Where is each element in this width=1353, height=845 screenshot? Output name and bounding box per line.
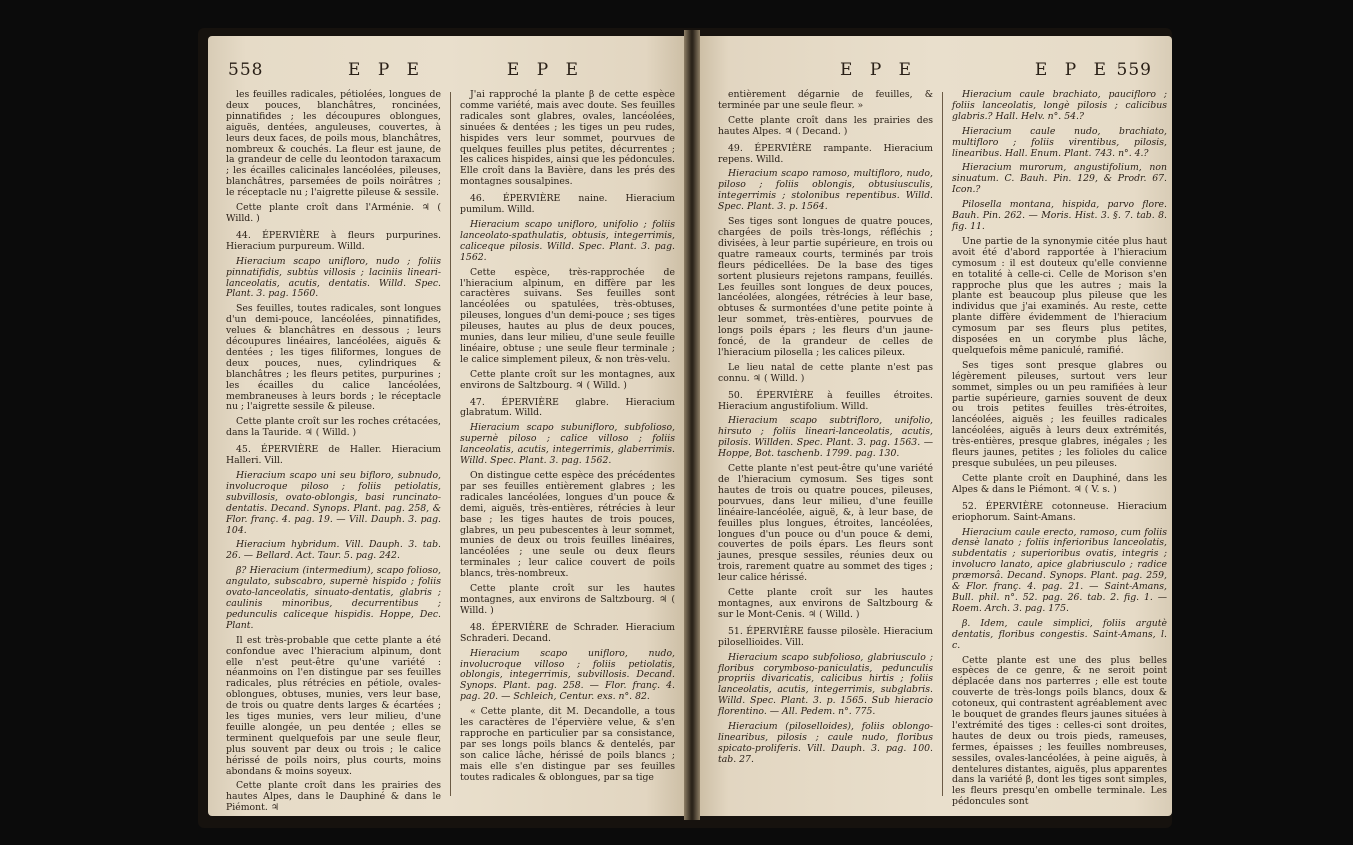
paragraph: J'ai rapproché la plante β de cette espèce comme variété, mais avec doute. Ses feuilles radicales sont glabres, ovales, lancéolées, sinuées & dentées ; les tiges un peu rudes, hispides vers leur sommet, pourvues de quelques feuilles plus petites, décurrentes ; les calices hispides, ainsi que les pédoncules. Elle croît dans la Bavière, dans les prés des montagnes sousalpines.	[460, 89, 675, 188]
page-header	[228, 60, 664, 84]
paragraph: Cette plante croît dans les prairies des hautes Alpes, dans le Dauphiné & dans le Piémont. ♃	[226, 780, 441, 814]
text-column-left	[226, 89, 441, 814]
paragraph: Hieracium scapo subunifloro, subfolioso, supernè piloso ; calice villoso ; foliis lanceolatis, acutis, integerrimis, glaberrimis. Willd. Spec. Plant. 3. pag. 1562.	[460, 422, 675, 467]
right-page	[700, 36, 1172, 816]
page-number: 559	[1116, 60, 1152, 80]
paragraph: Cette plante croît dans les prairies des hautes Alpes. ♃ ( Decand. )	[718, 114, 933, 137]
paragraph: Cette plante croît sur les montagnes, aux environs de Saltzbourg. ♃ ( Willd. )	[460, 368, 675, 391]
running-head: E P E	[506, 60, 584, 80]
paragraph: Hieracium scapo subtrifloro, unifolio, hirsuto ; foliis lineari-lanceolatis, acutis, pilosis. Willden. Spec. Plant. 3. pag. 1563. — Hoppe, Bot. taschenb. 1799. pag. 130.	[718, 415, 933, 460]
paragraph: Hieracium scapo unifloro, unifolio ; foliis lanceolato-spathulatis, obtusis, integerrimis, caliceque pilosis. Willd. Spec. Plant. 3. pag. 1562.	[460, 218, 675, 263]
paragraph: Cette plante n'est peut-être qu'une variété de l'hieracium cymosum. Ses tiges sont hautes de trois ou quatre pouces, pileuses, pourvues, dans leur milieu, d'une feuille linéaire-lancéolée, aiguë, &, à leur base, de feuilles plus longues, étroites, lancéolées, longues d'un pouce ou d'un pouce & demi, couvertes de poils épars. Les fleurs sont jaunes, presque sessiles, réunies deux ou trois, rarement quatre au sommet des tiges ; leur calice hérissé.	[718, 463, 933, 584]
paragraph: Le lieu natal de cette plante n'est pas connu. ♃ ( Willd. )	[718, 361, 933, 384]
paragraph: Hieracium murorum, angustifolium, non sinuatum. C. Bauh. Pin. 129, & Prodr. 67. Icon.?	[952, 162, 1167, 196]
paragraph: Hieracium hybridum. Vill. Dauph. 3. tab. 26. — Bellard. Act. Taur. 5. pag. 242.	[226, 539, 441, 562]
paragraph: Hieracium caule erecto, ramoso, cum foliis densè lanato ; foliis inferioribus lanceolatis, subdentatis ; superioribus ovatis, integris ; involucro lanato, apice glabriusculo ; radice præmorsâ. Decand. Synops. Plant. pag. 259, & Flor. franç. 4. pag. 21. — Saint-Amans, Bull. phil. n°. 52. pag. 26. tab. 2. fig. 1. — Roem. Arch. 3. pag. 175.	[952, 526, 1167, 614]
text-column-left	[718, 90, 933, 804]
text-columns	[718, 89, 1167, 808]
paragraph: Cette plante croît dans l'Arménie. ♃ ( Willd. )	[226, 202, 441, 224]
paragraph: 51. ÉPERVIÈRE fausse pilosèle. Hieracium pilosellioides. Vill.	[718, 625, 933, 648]
running-head: E P E	[348, 60, 426, 80]
paragraph: Cette plante croît sur les hautes montagnes, aux environs de Saltzbourg & sur le Mont-Cenis. ♃ ( Willd. )	[718, 587, 933, 620]
paragraph: Pilosella montana, hispida, parvo flore. Bauh. Pin. 262. — Moris. Hist. 3. §. 7. tab. 8. fig. 11.	[952, 199, 1167, 232]
text-column-right	[952, 89, 1167, 808]
paragraph: Hieracium caule nudo, brachiato, multifloro ; foliis virentibus, pilosis, linearibus. Hall. Enum. Plant. 743. n°. 4.?	[952, 125, 1167, 159]
paragraph: Cette espèce, très-rapprochée de l'hieracium alpinum, en diffère par les caractères suivans. Ses feuilles sont lancéolées ou spatulées, très-obtuses, pileuses, longues d'un demi-pouce ; ses tiges pileuses, hautes au plus de deux pouces, munies, dans leur milieu, d'une seule feuille linéaire, obtuse ; une seule fleur terminale ; le calice simplement pileux, & non très-velu.	[460, 266, 675, 365]
paragraph: Hieracium caule brachiato, paucifloro ; foliis lanceolatis, longè pilosis ; calicibus glabris.? Hall. Helv. n°. 54.?	[952, 89, 1167, 122]
text-columns	[226, 89, 675, 814]
paragraph: β? Hieracium (intermedium), scapo folioso, angulato, subscabro, supernè hispido ; foliis ovato-lanceolatis, sinuato-dentatis, glabris ; caulinis minoribus, decurrentibus ; pedunculis caliceque hispidis. Hoppe, Dec. Plant.	[226, 565, 441, 631]
paragraph: Cette plante est une des plus belles espèces de ce genre, & ne seroit point déplacée dans nos parterres ; elle est toute couverte de très-longs poils blancs, doux & cotoneux, qui contrastent agréablement avec le bouquet de grandes fleurs jaunes situées à l'extrémité des tiges : celles-ci sont droites, hautes de deux ou trois pieds, rameuses, fermes, épaisses ; les feuilles nombreuses, sessiles, ovales-lancéolées, à peine aiguës, à dentelures distantes, aiguës, plus apparentes dans la variété β, dont les tiges sont simples, les fleurs presqu'en ombelle terminale. Les pédoncules sont	[952, 654, 1167, 808]
paragraph: 47. ÉPERVIÈRE glabre. Hieracium glabratum. Willd.	[460, 396, 675, 419]
paragraph: 48. ÉPERVIÈRE de Schrader. Hieracium Schraderi. Decand.	[460, 621, 675, 644]
paragraph: entièrement dégarnie de feuilles, & terminée par une seule fleur. »	[718, 89, 933, 111]
text-column-right	[460, 90, 675, 804]
left-page	[208, 36, 684, 816]
paragraph: « Cette plante, dit M. Decandolle, a tous les caractères de l'épervière velue, & s'en rapproche en particulier par sa consistance, par ses longs poils blancs & dentelés, par son calice lâche, hérissé de poils blancs ; mais elle s'en distingue par ses feuilles toutes radicales & oblongues, par sa tige	[460, 706, 675, 783]
column-divider	[450, 92, 451, 796]
paragraph: 44. ÉPERVIÈRE à fleurs purpurines. Hieracium purpureum. Willd.	[226, 229, 441, 252]
paragraph: Ses tiges sont longues de quatre pouces, chargées de poils très-longs, réfléchis ; divisées, à leur partie supérieure, en trois ou quatre rameaux courts, terminés par trois fleurs pédicellées. De la base des tiges sortent plusieurs rejetons rampans, feuillés. Les feuilles sont longues de deux pouces, lancéolées, alongées, rétrécies à leur base, obtuses & surmontées d'une petite pointe à leur sommet, très-entières, pourvues de longs poils épars ; les fleurs d'un jaune-foncé, de la grandeur de celles de l'hieracium pilosella ; les calices pileux.	[718, 216, 933, 358]
paragraph: Hieracium scapo ramoso, multifloro, nudo, piloso ; foliis oblongis, obtusiusculis, integerrimis ; stolonibus repentibus. Willd. Spec. Plant. 3. p. 1564.	[718, 168, 933, 213]
paragraph: Hieracium scapo unifloro, nudo, involucroque villoso ; foliis petiolatis, oblongis, integerrimis, subvillosis. Decand. Synops. Plant. pag. 258. — Flor. franç. 4. pag. 20. — Schleich, Centur. exs. n°. 82.	[460, 647, 675, 703]
page-header	[720, 60, 1152, 84]
paragraph: Cette plante croît sur les roches crétacées, dans la Tauride. ♃ ( Willd. )	[226, 416, 441, 439]
paragraph: 50. ÉPERVIÈRE à feuilles étroites. Hieracium angustifolium. Willd.	[718, 389, 933, 412]
paragraph: On distingue cette espèce des précédentes par ses feuilles entièrement glabres ; les radicales lancéolées, longues d'un pouce & demi, aiguës, très-entières, rétrécies à leur base ; les tiges hautes de trois pouces, glabres, un peu pubescentes à leur sommet, munies de deux ou trois feuilles linéaires, lancéolées ; une seule ou deux fleurs terminales ; leur calice couvert de poils blancs, très-nombreux.	[460, 470, 675, 580]
paragraph: β. Idem, caule simplici, foliis argutè dentatis, floribus congestis. Saint-Amans, l. c.	[952, 617, 1167, 651]
paragraph: les feuilles radicales, pétiolées, longues de deux pouces, blanchâtres, roncinées, pinnatifides ; les découpures oblongues, aiguës, dentées, anguleuses, couvertes, à leurs deux faces, de poils mous, blanchâtres, nombreux & couchés. La fleur est jaune, de la grandeur de celle du leontodon taraxacum ; les écailles calicinales lancéolées, pileuses, blanchâtres, parsemées de poils noirâtres ; le réceptacle nu ; l'aigrette pileuse & sessile.	[226, 89, 441, 199]
paragraph: Cette plante croît en Dauphiné, dans les Alpes & dans le Piémont. ♃ ( V. s. )	[952, 472, 1167, 495]
paragraph: Cette plante croît sur les hautes montagnes, aux environs de Saltzbourg. ♃ ( Willd. )	[460, 583, 675, 616]
paragraph: Hieracium scapo uni seu bifloro, subnudo, involucroque piloso ; foliis petiolatis, subvillosis, ovato-oblongis, basi runcinato-dentatis. Decand. Synops. Plant. pag. 258, & Flor. franç. 4. pag. 19. — Vill. Dauph. 3. pag. 104.	[226, 470, 441, 536]
paragraph: Hieracium scapo unifloro, nudo ; foliis pinnatifidis, subtùs villosis ; laciniis lineari-lanceolatis, acutis, dentatis. Willd. Spec. Plant. 3. pag. 1560.	[226, 255, 441, 300]
paragraph: 49. ÉPERVIÈRE rampante. Hieracium repens. Willd.	[718, 142, 933, 165]
paragraph: Il est très-probable que cette plante a été confondue avec l'hieracium alpinum, dont elle n'est peut-être qu'une variété : néanmoins on l'en distingue par ses feuilles radicales, plus rétrécies en pétiole, ovales-oblongues, obtuses, munies, vers leur base, de trois ou quatre dents larges & écartées ; les tiges munies, vers leur milieu, d'une feuille alongée, un peu dentée ; elles se terminent quelquefois par une seule fleur, plus souvent par deux ou trois ; le calice hérissé de poils noirs, plus courts, moins abondans & moins soyeux.	[226, 634, 441, 777]
paragraph: 52. ÉPERVIÈRE cotonneuse. Hieracium eriophorum. Saint-Amans.	[952, 500, 1167, 523]
column-divider	[942, 92, 943, 796]
page-number: 558	[228, 60, 264, 80]
book-gutter	[684, 30, 700, 820]
paragraph: Ses tiges sont presque glabres ou légèrement pileuses, surtout vers leur sommet, simples ou un peu ramifiées à leur partie supérieure, garnies souvent de deux ou trois petites feuilles très-étroites, lancéolées, aiguës ; les feuilles radicales lancéolées, aiguës à leurs deux extrémités, très-entières, presque glabres, inégales ; les fleurs jaunes, petites ; les folioles du calice presque subulées, un peu pileuses.	[952, 359, 1167, 469]
running-head: E P E	[840, 60, 918, 80]
paragraph: Hieracium (piloselloides), foliis oblongo-linearibus, pilosis ; caule nudo, floribus spicato-proliferis. Vill. Dauph. 3. pag. 100. tab. 27.	[718, 721, 933, 765]
paragraph: Ses feuilles, toutes radicales, sont longues d'un demi-pouce, lancéolées, pinnatifides, velues & blanchâtres en dessous ; leurs découpures linéaires, lancéolées, aiguës & dentées ; les tiges filiformes, longues de deux pouces, nues, cylindriques & blanchâtres ; les fleurs petites, purpurines ; les écailles du calice lancéolées, membraneuses à leurs bords ; le réceptacle nu ; l'aigrette sessile & pileuse.	[226, 303, 441, 413]
paragraph: 45. ÉPERVIÈRE de Haller. Hieracium Halleri. Vill.	[226, 444, 441, 467]
paragraph: Une partie de la synonymie citée plus haut avoit été d'abord rapportée à l'hieracium cymosum : il est douteux qu'elle convienne en totalité à celle-ci. Celle de Morison s'en rapproche plus que les autres ; mais la plante est beaucoup plus pileuse que les individus que j'ai examinés. Au reste, cette plante diffère évidemment de l'hieracium cymosum par ses fleurs plus petites, disposées en un corymbe plus lâche, quelquefois même paniculé, ramifié.	[952, 235, 1167, 356]
running-head: E P E	[1034, 60, 1112, 80]
paragraph: Hieracium scapo subfolioso, glabriusculo ; floribus corymboso-paniculatis, pedunculis propriis divaricatis, calicibus hirtis ; foliis lanceolatis, acutis, integerrimis, subglabris. Willd. Spec. Plant. 3. p. 1565. Sub hieracio florentino. — All. Pedem. n°. 775.	[718, 651, 933, 718]
paragraph: 46. ÉPERVIÈRE naine. Hieracium pumilum. Willd.	[460, 193, 675, 216]
